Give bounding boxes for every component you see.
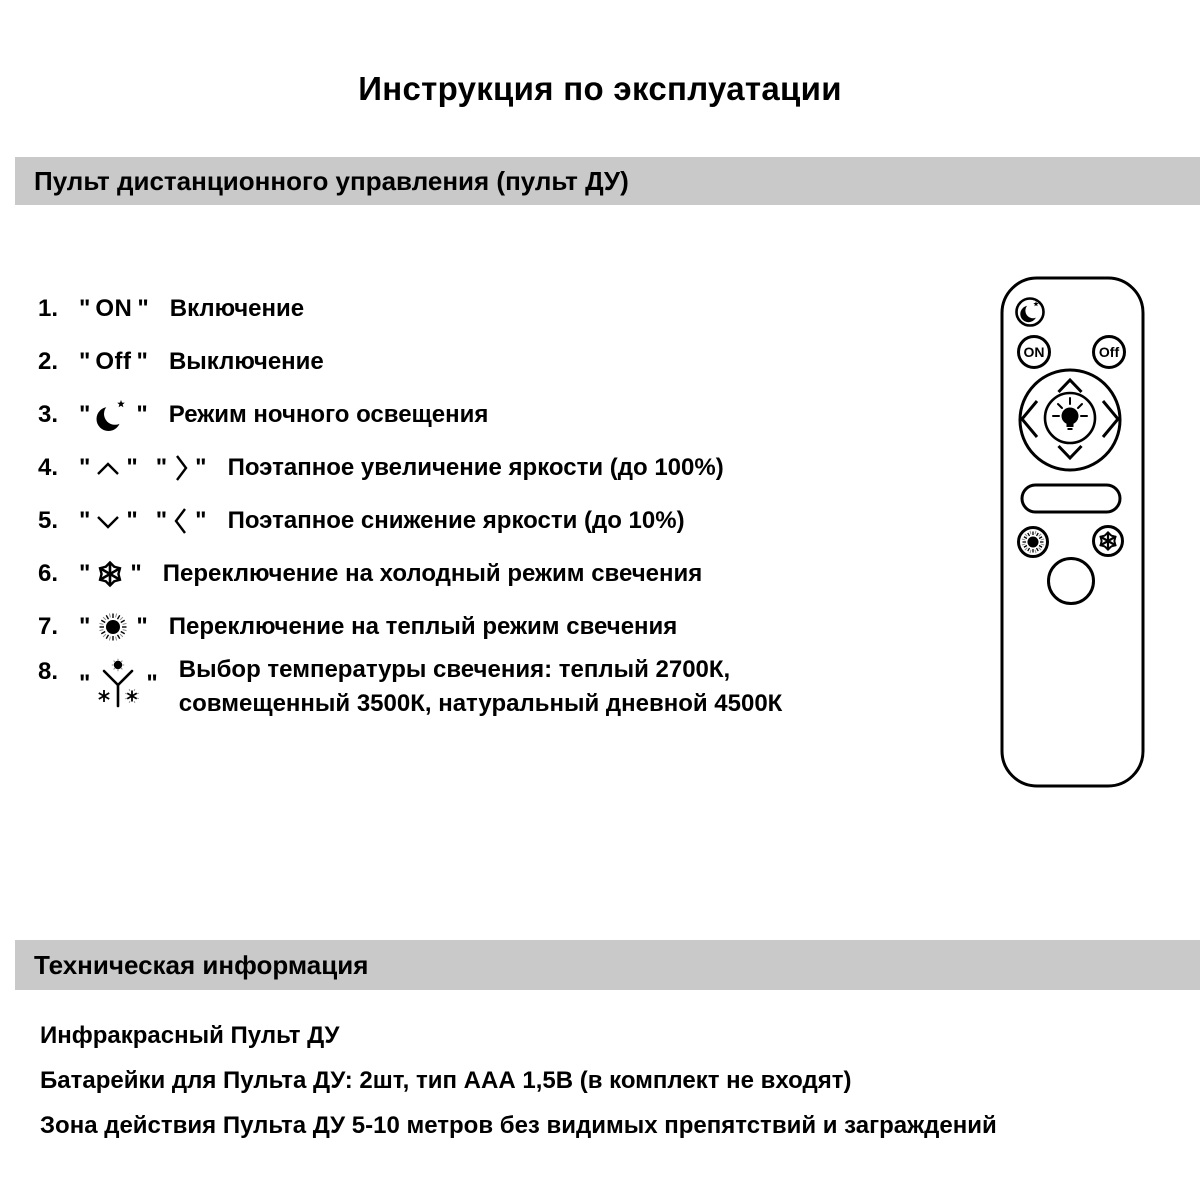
- remote-illustration: [995, 273, 1151, 793]
- snowflake-icon: [95, 559, 125, 589]
- angle-left-icon: [172, 506, 190, 536]
- quote-mark: ": [79, 453, 91, 481]
- item-tokens: [74, 559, 155, 589]
- chevron-up-icon: [95, 458, 121, 478]
- quote-mark: ": [136, 347, 148, 375]
- item-number: 1.: [38, 294, 59, 322]
- item-label: Поэтапное увеличение яркости (до 100%): [227, 453, 724, 481]
- quoted-token: [151, 453, 212, 483]
- warm-button: [1019, 528, 1048, 557]
- item-number: 5.: [38, 506, 59, 534]
- quoted-token: [74, 454, 143, 482]
- item-number: 8.: [38, 658, 59, 685]
- item-label: Переключение на холодный режим свечения: [162, 559, 703, 587]
- quote-mark: ": [137, 294, 149, 322]
- section-header-remote: [15, 157, 1200, 205]
- item-number: 7.: [38, 612, 59, 640]
- quote-mark: ": [79, 670, 91, 697]
- item-label: Выбор температуры свечения: теплый 2700К, совмещенный 3500К, натуральный дневной 4500К: [178, 656, 783, 717]
- item-tokens: [74, 453, 220, 483]
- instruction-item: [38, 600, 968, 653]
- section-header-tech-label: Техническая информация: [34, 949, 369, 980]
- item-number: 6.: [38, 559, 59, 587]
- quote-mark: ": [130, 559, 142, 587]
- button-name-text: Off: [95, 347, 132, 375]
- quote-mark: ": [155, 506, 168, 534]
- item-label: Поэтапное снижение яркости (до 10%): [227, 506, 685, 534]
- item-number: 3.: [38, 400, 59, 428]
- item-tokens: [74, 396, 161, 434]
- item-label: Включение: [169, 294, 305, 322]
- instruction-item: [38, 282, 968, 335]
- quote-mark: ": [155, 453, 168, 481]
- section-header-remote-label: Пульт дистанционного управления (пульт ДУ): [34, 165, 629, 196]
- off-button-label: Off: [1098, 344, 1120, 360]
- quote-mark: ": [195, 506, 207, 534]
- angle-right-icon: [172, 453, 190, 483]
- quote-mark: ": [79, 294, 91, 322]
- quote-mark: ": [79, 612, 91, 640]
- instruction-item: [38, 653, 968, 721]
- page-title: Инструкция по эксплуатации: [358, 70, 842, 107]
- item-tokens: [74, 506, 220, 536]
- item-label: Режим ночного освещения: [168, 400, 489, 428]
- tech-info: [40, 1022, 997, 1140]
- item-tokens: [74, 295, 162, 323]
- quoted-token: [151, 506, 212, 536]
- quote-mark: ": [126, 453, 138, 481]
- instruction-item: [38, 335, 968, 388]
- item-tokens: [74, 609, 161, 645]
- tech-line-2: Батарейки для Пульта ДУ: 2шт, тип ААА 1,5В (в комплект не входят): [40, 1067, 852, 1094]
- on-button-label: ON: [1023, 344, 1045, 360]
- section-header-tech: [15, 940, 1200, 990]
- quoted-token: [74, 396, 153, 434]
- item-number: 4.: [38, 453, 59, 481]
- moon-star-icon: [95, 396, 131, 434]
- quote-mark: ": [79, 400, 91, 428]
- instruction-list: [38, 282, 968, 721]
- quoted-token: [74, 658, 163, 710]
- quoted-token: [74, 295, 154, 323]
- quote-mark: ": [79, 559, 91, 587]
- instruction-item: [38, 547, 968, 600]
- quote-mark: ": [126, 506, 138, 534]
- sun-icon: [95, 609, 131, 645]
- instruction-item: [38, 441, 968, 494]
- quoted-token: [74, 609, 153, 645]
- instruction-item: [38, 494, 968, 547]
- quoted-token: [74, 507, 143, 535]
- item-label: Выключение: [168, 347, 324, 375]
- item-tokens: [74, 348, 161, 376]
- quote-mark: ": [79, 347, 91, 375]
- quote-mark: ": [136, 612, 148, 640]
- tech-line-3: Зона действия Пульта ДУ 5-10 метров без видимых препятствий и заграждений: [40, 1112, 997, 1139]
- tech-line-1: Инфракрасный Пульт ДУ: [40, 1022, 340, 1049]
- chevron-down-icon: [95, 511, 121, 531]
- quote-mark: ": [79, 506, 91, 534]
- quote-mark: ": [136, 400, 148, 428]
- button-name-text: ON: [95, 294, 133, 322]
- temp-select-icon: [95, 658, 141, 710]
- quoted-token: [74, 559, 147, 589]
- item-label: Переключение на теплый режим свечения: [168, 612, 678, 640]
- quoted-token: [74, 348, 153, 376]
- quote-mark: ": [146, 670, 158, 697]
- item-number: 2.: [38, 347, 59, 375]
- quote-mark: ": [195, 453, 207, 481]
- item-tokens: [74, 658, 171, 710]
- instruction-item: [38, 388, 968, 441]
